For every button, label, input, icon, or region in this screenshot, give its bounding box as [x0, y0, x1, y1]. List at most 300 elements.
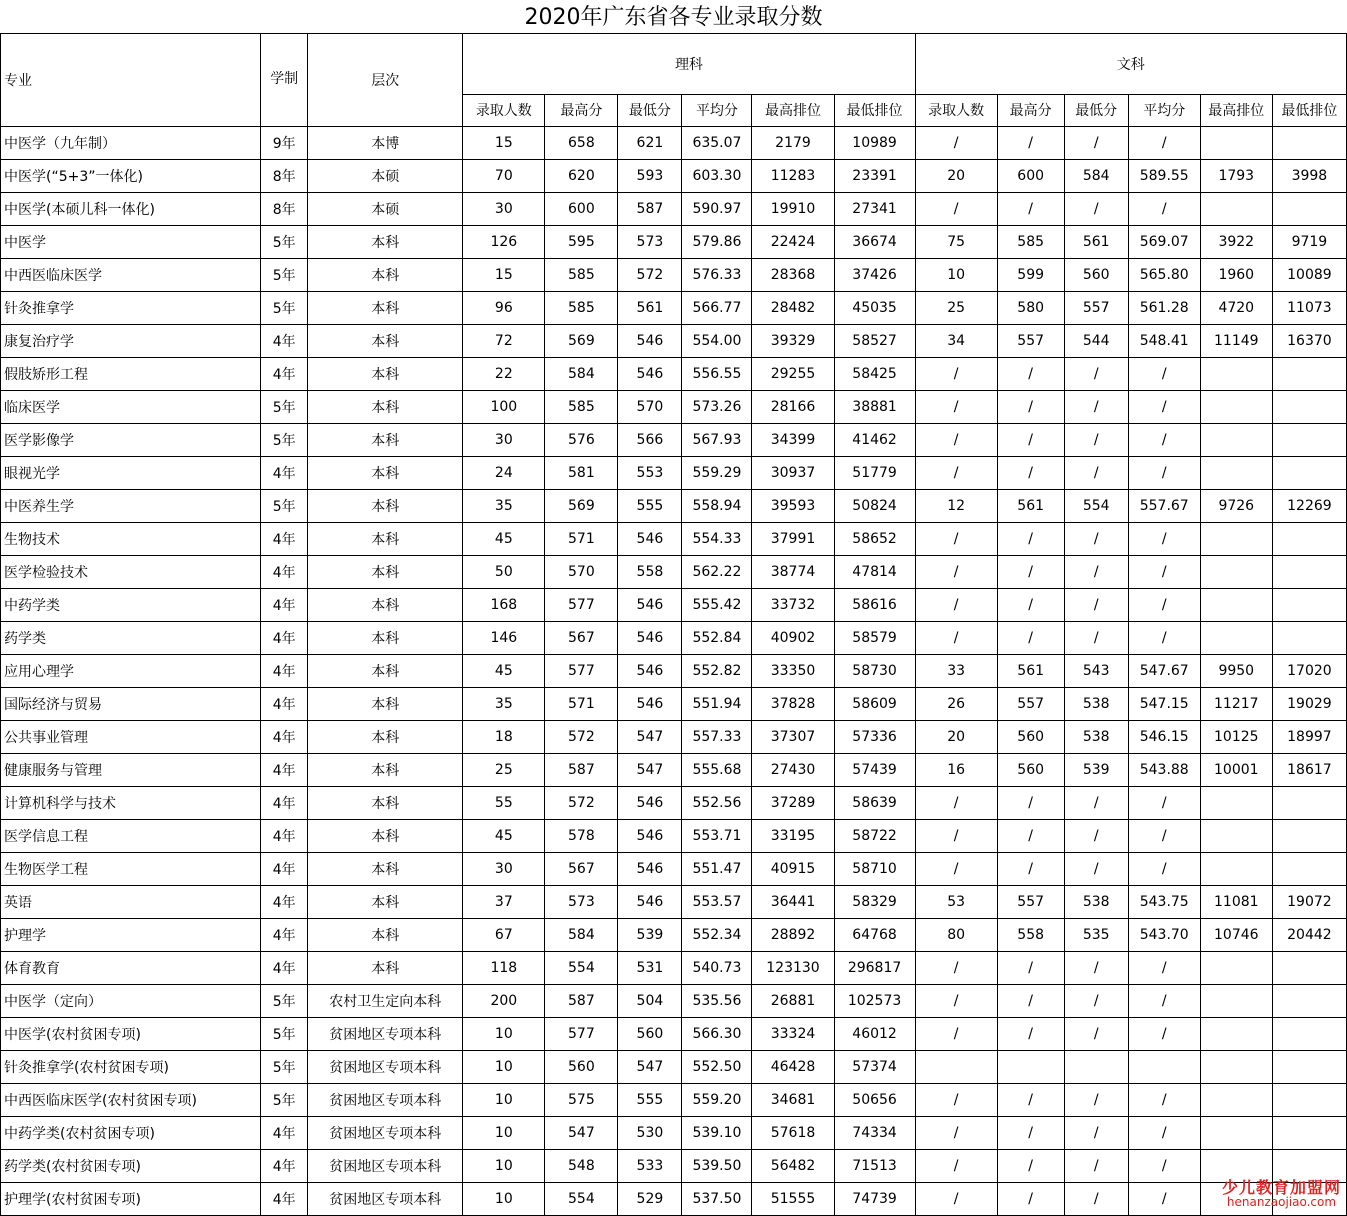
table-cell: /	[1128, 952, 1200, 985]
table-cell: 569.07	[1128, 226, 1200, 259]
table-cell: 544	[1064, 325, 1128, 358]
table-cell: 本科	[308, 820, 463, 853]
major-name-cell: 中医学(“5+3”一体化)	[1, 160, 261, 193]
table-row	[1, 490, 1347, 523]
table-cell: 560	[997, 754, 1064, 787]
table-cell: /	[997, 853, 1064, 886]
major-name-cell: 中西医临床医学(农村贫困专项)	[1, 1084, 261, 1117]
table-row	[1, 985, 1347, 1018]
table-cell: 22	[463, 358, 545, 391]
major-name-cell: 针灸推拿学	[1, 292, 261, 325]
table-cell: 555.42	[682, 589, 752, 622]
table-cell	[1200, 853, 1272, 886]
table-cell: /	[1128, 391, 1200, 424]
table-cell: 10001	[1200, 754, 1272, 787]
table-cell: 118	[463, 952, 545, 985]
table-cell: 37991	[752, 523, 834, 556]
table-cell	[1272, 127, 1346, 160]
table-cell: 557	[1064, 292, 1128, 325]
table-cell: 547	[618, 754, 682, 787]
table-row	[1, 160, 1347, 193]
table-cell: /	[915, 1018, 997, 1051]
table-cell	[1200, 1051, 1272, 1084]
table-cell: 11149	[1200, 325, 1272, 358]
table-cell: /	[1128, 424, 1200, 457]
table-cell: 546	[618, 358, 682, 391]
header-arts-col-3: 平均分	[1128, 94, 1200, 126]
table-cell: 554	[545, 1183, 618, 1216]
table-cell: 547	[618, 721, 682, 754]
major-name-cell: 英语	[1, 886, 261, 919]
table-cell: /	[1064, 556, 1128, 589]
table-cell: 9950	[1200, 655, 1272, 688]
admission-score-table	[0, 33, 1347, 1216]
table-cell: 5年	[261, 985, 308, 1018]
table-cell	[1272, 1051, 1346, 1084]
table-cell: 38881	[834, 391, 915, 424]
table-cell: 20442	[1272, 919, 1346, 952]
table-cell: 569	[545, 325, 618, 358]
table-cell: 35	[463, 688, 545, 721]
table-cell	[1272, 193, 1346, 226]
table-cell: 贫困地区专项本科	[308, 1084, 463, 1117]
table-cell: 5年	[261, 490, 308, 523]
table-cell: 24	[463, 457, 545, 490]
header-science: 理科	[463, 34, 915, 95]
table-cell: 539	[1064, 754, 1128, 787]
table-cell: 10	[463, 1018, 545, 1051]
table-cell	[1272, 556, 1346, 589]
table-cell: 58329	[834, 886, 915, 919]
table-cell: 本科	[308, 292, 463, 325]
table-row	[1, 622, 1347, 655]
table-cell: /	[997, 622, 1064, 655]
table-cell: 17020	[1272, 655, 1346, 688]
header-arts: 文科	[915, 34, 1346, 95]
table-cell: 570	[545, 556, 618, 589]
table-cell: /	[1064, 127, 1128, 160]
table-cell: 10	[915, 259, 997, 292]
table-cell: 33	[915, 655, 997, 688]
table-cell: 576	[545, 424, 618, 457]
table-cell: 599	[997, 259, 1064, 292]
table-cell: 567	[545, 853, 618, 886]
table-cell: 585	[545, 259, 618, 292]
major-name-cell: 生物技术	[1, 523, 261, 556]
table-cell: 560	[618, 1018, 682, 1051]
table-cell: 553.57	[682, 886, 752, 919]
table-cell: 10	[463, 1150, 545, 1183]
table-cell: 548	[545, 1150, 618, 1183]
table-row	[1, 688, 1347, 721]
table-cell: /	[997, 1183, 1064, 1216]
table-cell: 560	[1064, 259, 1128, 292]
table-cell: /	[997, 358, 1064, 391]
table-cell: 4年	[261, 523, 308, 556]
table-cell: 10	[463, 1183, 545, 1216]
header-science-col-1: 最高分	[545, 94, 618, 126]
table-cell: /	[1064, 424, 1128, 457]
table-cell: 4年	[261, 589, 308, 622]
table-cell: 9年	[261, 127, 308, 160]
table-cell: /	[997, 1018, 1064, 1051]
table-cell: 535	[1064, 919, 1128, 952]
table-cell: /	[915, 358, 997, 391]
table-cell: 33732	[752, 589, 834, 622]
table-cell: 本科	[308, 919, 463, 952]
table-cell: 51555	[752, 1183, 834, 1216]
table-cell: 546	[618, 787, 682, 820]
table-cell: /	[1128, 985, 1200, 1018]
table-cell: /	[1064, 391, 1128, 424]
table-cell: 80	[915, 919, 997, 952]
table-cell: 577	[545, 1018, 618, 1051]
table-cell: 543	[1064, 655, 1128, 688]
table-cell: /	[1128, 358, 1200, 391]
table-cell	[1200, 391, 1272, 424]
table-cell: 4年	[261, 820, 308, 853]
table-cell: 10989	[834, 127, 915, 160]
table-cell: 3998	[1272, 160, 1346, 193]
table-cell	[1272, 1084, 1346, 1117]
major-name-cell: 眼视光学	[1, 457, 261, 490]
table-cell: 573	[618, 226, 682, 259]
table-row	[1, 820, 1347, 853]
header-level: 层次	[308, 34, 463, 127]
table-cell	[1200, 457, 1272, 490]
table-cell: 本科	[308, 622, 463, 655]
table-cell: 70	[463, 160, 545, 193]
table-cell: 57439	[834, 754, 915, 787]
table-cell: 本科	[308, 886, 463, 919]
table-cell: 8年	[261, 193, 308, 226]
table-row	[1, 424, 1347, 457]
table-cell: 546	[618, 853, 682, 886]
table-cell: /	[1064, 622, 1128, 655]
table-cell: 552.56	[682, 787, 752, 820]
table-cell: 38774	[752, 556, 834, 589]
table-cell: 577	[545, 655, 618, 688]
table-cell: 58639	[834, 787, 915, 820]
table-cell: 4年	[261, 622, 308, 655]
table-cell: 585	[997, 226, 1064, 259]
table-row	[1, 556, 1347, 589]
table-cell: 贫困地区专项本科	[308, 1117, 463, 1150]
table-cell: /	[1128, 193, 1200, 226]
table-cell: 1960	[1200, 259, 1272, 292]
table-cell: /	[1064, 1117, 1128, 1150]
table-row	[1, 457, 1347, 490]
table-cell	[1200, 787, 1272, 820]
table-cell	[915, 1051, 997, 1084]
table-cell: 37	[463, 886, 545, 919]
table-cell: 5年	[261, 1018, 308, 1051]
table-cell: 12269	[1272, 490, 1346, 523]
table-cell: 603.30	[682, 160, 752, 193]
table-cell: 58722	[834, 820, 915, 853]
table-cell: 296817	[834, 952, 915, 985]
table-cell: 575	[545, 1084, 618, 1117]
table-cell: 4年	[261, 787, 308, 820]
table-cell: 546	[618, 622, 682, 655]
table-cell: 37307	[752, 721, 834, 754]
table-cell: 29255	[752, 358, 834, 391]
table-cell: 27430	[752, 754, 834, 787]
table-cell: 4年	[261, 952, 308, 985]
table-cell: 8年	[261, 160, 308, 193]
table-cell: 4年	[261, 754, 308, 787]
table-cell: 569	[545, 490, 618, 523]
table-cell: 56482	[752, 1150, 834, 1183]
table-cell: 535.56	[682, 985, 752, 1018]
table-cell: 587	[545, 754, 618, 787]
table-cell: /	[1064, 1084, 1128, 1117]
table-cell: 47814	[834, 556, 915, 589]
table-cell: 25	[915, 292, 997, 325]
table-cell: 529	[618, 1183, 682, 1216]
table-cell: /	[997, 127, 1064, 160]
table-row	[1, 1018, 1347, 1051]
table-cell: 581	[545, 457, 618, 490]
major-name-cell: 药学类(农村贫困专项)	[1, 1150, 261, 1183]
table-cell	[1272, 1018, 1346, 1051]
table-cell: 本科	[308, 325, 463, 358]
table-cell: 本科	[308, 655, 463, 688]
header-science-col-3: 平均分	[682, 94, 752, 126]
table-cell: /	[915, 820, 997, 853]
major-name-cell: 体育教育	[1, 952, 261, 985]
major-name-cell: 康复治疗学	[1, 325, 261, 358]
table-cell: /	[915, 787, 997, 820]
table-cell: 126	[463, 226, 545, 259]
table-cell	[1064, 1051, 1128, 1084]
table-cell: 37289	[752, 787, 834, 820]
table-cell	[1200, 424, 1272, 457]
major-name-cell: 护理学(农村贫困专项)	[1, 1183, 261, 1216]
table-cell: 573.26	[682, 391, 752, 424]
table-cell: 本科	[308, 358, 463, 391]
table-cell: 554	[1064, 490, 1128, 523]
table-cell: 72	[463, 325, 545, 358]
table-cell: 561	[618, 292, 682, 325]
table-cell: 561.28	[1128, 292, 1200, 325]
table-cell: 570	[618, 391, 682, 424]
table-cell: 4年	[261, 886, 308, 919]
table-cell: 4年	[261, 721, 308, 754]
table-cell: 58609	[834, 688, 915, 721]
table-cell: /	[997, 193, 1064, 226]
table-row	[1, 358, 1347, 391]
table-cell: 600	[545, 193, 618, 226]
table-cell: 600	[997, 160, 1064, 193]
table-cell: 2179	[752, 127, 834, 160]
table-cell: /	[1064, 787, 1128, 820]
table-cell: 533	[618, 1150, 682, 1183]
table-row	[1, 1117, 1347, 1150]
table-cell	[1200, 127, 1272, 160]
table-cell: 28166	[752, 391, 834, 424]
table-cell	[1272, 820, 1346, 853]
table-cell: 200	[463, 985, 545, 1018]
table-cell: 贫困地区专项本科	[308, 1183, 463, 1216]
table-cell: 本科	[308, 226, 463, 259]
major-name-cell: 中药学类	[1, 589, 261, 622]
table-cell: /	[1064, 1183, 1128, 1216]
table-cell: 34399	[752, 424, 834, 457]
table-cell: 548.41	[1128, 325, 1200, 358]
table-cell	[1272, 391, 1346, 424]
table-cell: 27341	[834, 193, 915, 226]
table-cell: 33324	[752, 1018, 834, 1051]
table-cell: 558	[618, 556, 682, 589]
table-cell: 58616	[834, 589, 915, 622]
table-cell: 557.67	[1128, 490, 1200, 523]
table-cell: /	[1064, 853, 1128, 886]
table-cell: 561	[997, 655, 1064, 688]
table-cell: 11283	[752, 160, 834, 193]
table-row	[1, 754, 1347, 787]
table-cell: 5年	[261, 292, 308, 325]
table-cell: 559.20	[682, 1084, 752, 1117]
table-row	[1, 325, 1347, 358]
table-cell: 19910	[752, 193, 834, 226]
table-cell: 552.84	[682, 622, 752, 655]
table-cell: 4年	[261, 919, 308, 952]
table-cell: 558	[997, 919, 1064, 952]
table-cell: 30	[463, 853, 545, 886]
table-cell: 46428	[752, 1051, 834, 1084]
table-cell: 577	[545, 589, 618, 622]
major-name-cell: 中药学类(农村贫困专项)	[1, 1117, 261, 1150]
table-cell: 15	[463, 127, 545, 160]
header-major: 专业	[1, 34, 261, 127]
table-cell: 543.88	[1128, 754, 1200, 787]
table-cell: 10125	[1200, 721, 1272, 754]
table-cell: 55	[463, 787, 545, 820]
table-cell: 554	[545, 952, 618, 985]
table-cell: 552.34	[682, 919, 752, 952]
table-cell: 560	[545, 1051, 618, 1084]
table-cell: 620	[545, 160, 618, 193]
table-cell: 本硕	[308, 160, 463, 193]
header-arts-col-1: 最高分	[997, 94, 1064, 126]
table-cell: /	[997, 952, 1064, 985]
table-cell: 20	[915, 721, 997, 754]
table-cell: 本科	[308, 259, 463, 292]
header-arts-col-2: 最低分	[1064, 94, 1128, 126]
table-cell: /	[915, 523, 997, 556]
table-cell: 本科	[308, 952, 463, 985]
table-cell: 5年	[261, 226, 308, 259]
table-cell: 本科	[308, 490, 463, 523]
table-row	[1, 886, 1347, 919]
table-cell: /	[915, 952, 997, 985]
table-cell: 168	[463, 589, 545, 622]
table-cell	[1272, 853, 1346, 886]
table-cell: 530	[618, 1117, 682, 1150]
table-cell: /	[1064, 820, 1128, 853]
table-cell: /	[915, 1150, 997, 1183]
table-cell: 560	[997, 721, 1064, 754]
table-cell: 539.10	[682, 1117, 752, 1150]
table-row	[1, 259, 1347, 292]
table-cell: 559.29	[682, 457, 752, 490]
table-cell: 50656	[834, 1084, 915, 1117]
table-cell: 554.00	[682, 325, 752, 358]
table-cell: /	[1128, 787, 1200, 820]
table-cell: 4年	[261, 358, 308, 391]
table-cell: 4年	[261, 556, 308, 589]
table-cell: /	[1128, 820, 1200, 853]
table-cell: 658	[545, 127, 618, 160]
table-cell: 102573	[834, 985, 915, 1018]
table-cell: 28892	[752, 919, 834, 952]
table-cell: /	[1064, 1018, 1128, 1051]
table-cell: 39329	[752, 325, 834, 358]
table-cell: 51779	[834, 457, 915, 490]
table-cell: /	[1128, 1084, 1200, 1117]
table-cell: 58710	[834, 853, 915, 886]
table-cell: /	[915, 985, 997, 1018]
table-cell: 547	[545, 1117, 618, 1150]
table-cell: 30937	[752, 457, 834, 490]
table-cell: 589.55	[1128, 160, 1200, 193]
header-arts-col-4: 最高排位	[1200, 94, 1272, 126]
table-cell: 18997	[1272, 721, 1346, 754]
table-cell: 50824	[834, 490, 915, 523]
table-cell	[1200, 820, 1272, 853]
major-name-cell: 应用心理学	[1, 655, 261, 688]
table-cell	[1200, 622, 1272, 655]
table-cell: 557	[997, 886, 1064, 919]
table-row	[1, 193, 1347, 226]
table-cell: 4年	[261, 1150, 308, 1183]
table-cell: 本科	[308, 754, 463, 787]
table-cell: 566.30	[682, 1018, 752, 1051]
table-row	[1, 1183, 1347, 1216]
header-science-col-2: 最低分	[618, 94, 682, 126]
table-row	[1, 919, 1347, 952]
table-cell: 10	[463, 1084, 545, 1117]
major-name-cell: 中医养生学	[1, 490, 261, 523]
table-cell: 26881	[752, 985, 834, 1018]
table-cell: 37426	[834, 259, 915, 292]
table-cell: 546	[618, 655, 682, 688]
table-cell	[1200, 1084, 1272, 1117]
table-cell: /	[997, 457, 1064, 490]
header-duration: 学制	[261, 34, 308, 127]
table-cell: 123130	[752, 952, 834, 985]
table-cell: 5年	[261, 424, 308, 457]
major-name-cell: 医学信息工程	[1, 820, 261, 853]
table-cell: 584	[545, 358, 618, 391]
table-cell: 567	[545, 622, 618, 655]
table-cell: 4年	[261, 1183, 308, 1216]
table-cell: /	[1128, 1018, 1200, 1051]
table-cell: 41462	[834, 424, 915, 457]
table-cell: 531	[618, 952, 682, 985]
header-science-col-4: 最高排位	[752, 94, 834, 126]
table-cell: /	[1064, 589, 1128, 622]
table-cell: /	[915, 1117, 997, 1150]
table-cell: 561	[1064, 226, 1128, 259]
table-cell: 34	[915, 325, 997, 358]
major-name-cell: 中医学（九年制）	[1, 127, 261, 160]
table-cell: 58730	[834, 655, 915, 688]
table-cell: 546	[618, 886, 682, 919]
table-row	[1, 523, 1347, 556]
table-cell: 74334	[834, 1117, 915, 1150]
